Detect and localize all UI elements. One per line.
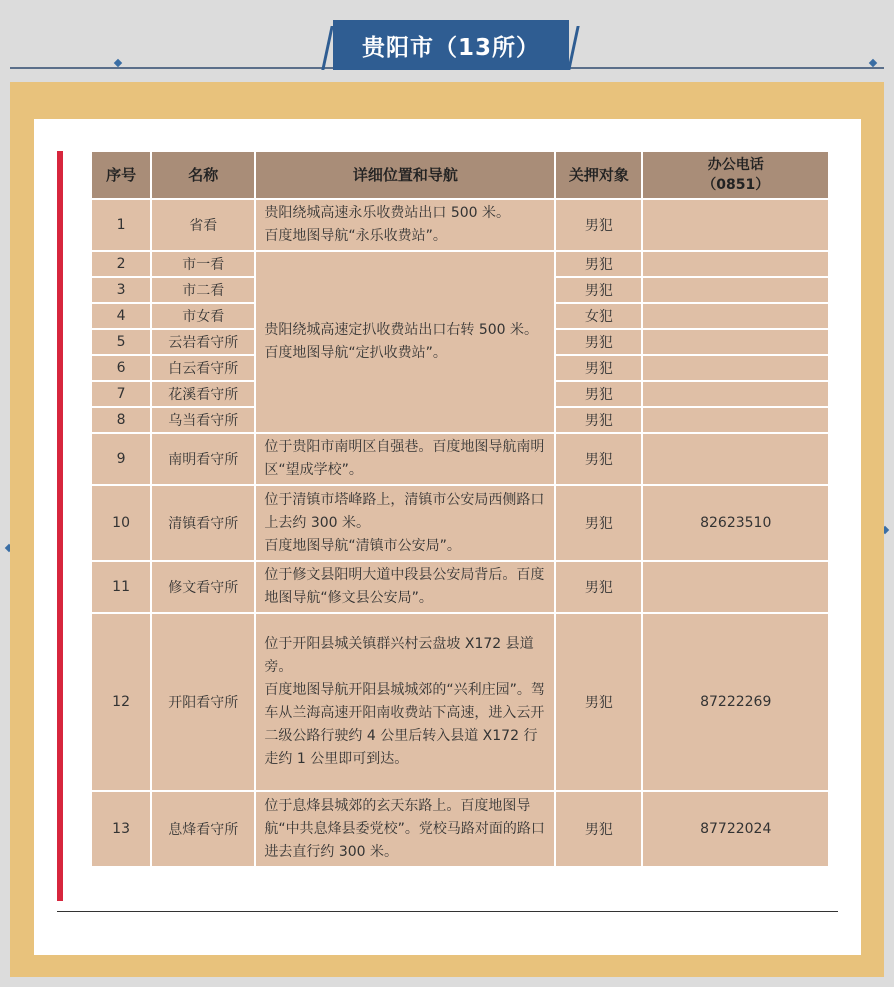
cell-target: 男犯 — [556, 330, 641, 354]
cell-location: 位于息烽县城郊的玄天东路上。百度地图导航“中共息烽县委党校”。党校马路对面的路口进去直行约 300 米。 — [256, 792, 554, 866]
cell-target: 男犯 — [556, 614, 641, 790]
cell-name: 市二看 — [152, 278, 254, 302]
detention-table — [90, 150, 830, 868]
table-row — [92, 252, 828, 276]
cell-location: 贵阳绕城高速永乐收费站出口 500 米。 百度地图导航“永乐收费站”。 — [256, 200, 554, 250]
table-row — [92, 562, 828, 612]
cell-seq: 3 — [92, 278, 150, 302]
cell-seq: 2 — [92, 252, 150, 276]
cell-seq: 9 — [92, 434, 150, 484]
cell-target: 女犯 — [556, 304, 641, 328]
title-decor-right — [567, 26, 579, 70]
cell-name: 息烽看守所 — [152, 792, 254, 866]
cell-name: 市一看 — [152, 252, 254, 276]
table-row — [92, 792, 828, 866]
cell-target: 男犯 — [556, 434, 641, 484]
cell-seq: 4 — [92, 304, 150, 328]
cell-location: 位于开阳县城关镇群兴村云盘坡 X172 县道旁。 百度地图导航开阳县城城郊的“兴利庄园”。驾车从兰海高速开阳南收费站下高速，进入云开二级公路行驶约 4 公里后转入县道 X172 行走约 1 公里即可到达。 — [256, 614, 554, 790]
cell-seq: 8 — [92, 408, 150, 432]
cell-phone — [643, 252, 828, 276]
table-row — [92, 614, 828, 790]
cell-seq: 13 — [92, 792, 150, 866]
cell-target: 男犯 — [556, 792, 641, 866]
cell-target: 男犯 — [556, 200, 641, 250]
cell-target: 男犯 — [556, 486, 641, 560]
table-row — [92, 200, 828, 250]
cell-seq: 7 — [92, 382, 150, 406]
cell-name: 乌当看守所 — [152, 408, 254, 432]
cell-name: 开阳看守所 — [152, 614, 254, 790]
cell-phone — [643, 330, 828, 354]
cell-target: 男犯 — [556, 278, 641, 302]
cell-name: 花溪看守所 — [152, 382, 254, 406]
title-decor-left — [321, 26, 333, 70]
table-header-row — [92, 152, 828, 198]
col-seq-header: 序号 — [92, 152, 150, 198]
cell-name: 省看 — [152, 200, 254, 250]
phone-header-label: 办公电话 — [707, 157, 764, 173]
cell-phone — [643, 278, 828, 302]
cell-name: 清镇看守所 — [152, 486, 254, 560]
cell-target: 男犯 — [556, 408, 641, 432]
cell-seq: 10 — [92, 486, 150, 560]
cell-location-merged: 贵阳绕城高速定扒收费站出口右转 500 米。 百度地图导航“定扒收费站”。 — [256, 252, 554, 432]
phone-header-code: （0851） — [702, 177, 770, 193]
cell-target: 男犯 — [556, 562, 641, 612]
bottom-divider — [57, 911, 838, 912]
page-title: 贵阳市（13所） — [333, 20, 569, 70]
accent-bar — [57, 151, 63, 901]
cell-phone: 82623510 — [643, 486, 828, 560]
col-name-header: 名称 — [152, 152, 254, 198]
cell-target: 男犯 — [556, 252, 641, 276]
cell-seq: 5 — [92, 330, 150, 354]
cell-phone — [643, 200, 828, 250]
cell-phone: 87222269 — [643, 614, 828, 790]
cell-name: 市女看 — [152, 304, 254, 328]
cell-location: 位于贵阳市南明区自强巷。百度地图导航南明区“望成学校”。 — [256, 434, 554, 484]
cell-phone — [643, 562, 828, 612]
cell-phone — [643, 356, 828, 380]
cell-phone — [643, 408, 828, 432]
cell-phone — [643, 382, 828, 406]
cell-name: 白云看守所 — [152, 356, 254, 380]
cell-seq: 11 — [92, 562, 150, 612]
cell-seq: 12 — [92, 614, 150, 790]
decor-dot — [869, 59, 877, 67]
col-location-header: 详细位置和导航 — [256, 152, 554, 198]
cell-seq: 6 — [92, 356, 150, 380]
cell-phone — [643, 304, 828, 328]
cell-name: 南明看守所 — [152, 434, 254, 484]
cell-location: 位于清镇市塔峰路上，清镇市公安局西侧路口上去约 300 米。 百度地图导航“清镇市公安局”。 — [256, 486, 554, 560]
decor-dot — [114, 59, 122, 67]
col-target-header: 关押对象 — [556, 152, 641, 198]
table-row — [92, 434, 828, 484]
cell-name: 云岩看守所 — [152, 330, 254, 354]
cell-target: 男犯 — [556, 356, 641, 380]
cell-seq: 1 — [92, 200, 150, 250]
cell-phone: 87722024 — [643, 792, 828, 866]
col-phone-header — [643, 152, 828, 198]
cell-location: 位于修文县阳明大道中段县公安局背后。百度地图导航“修文县公安局”。 — [256, 562, 554, 612]
cell-phone — [643, 434, 828, 484]
cell-target: 男犯 — [556, 382, 641, 406]
table-row — [92, 486, 828, 560]
cell-name: 修文看守所 — [152, 562, 254, 612]
